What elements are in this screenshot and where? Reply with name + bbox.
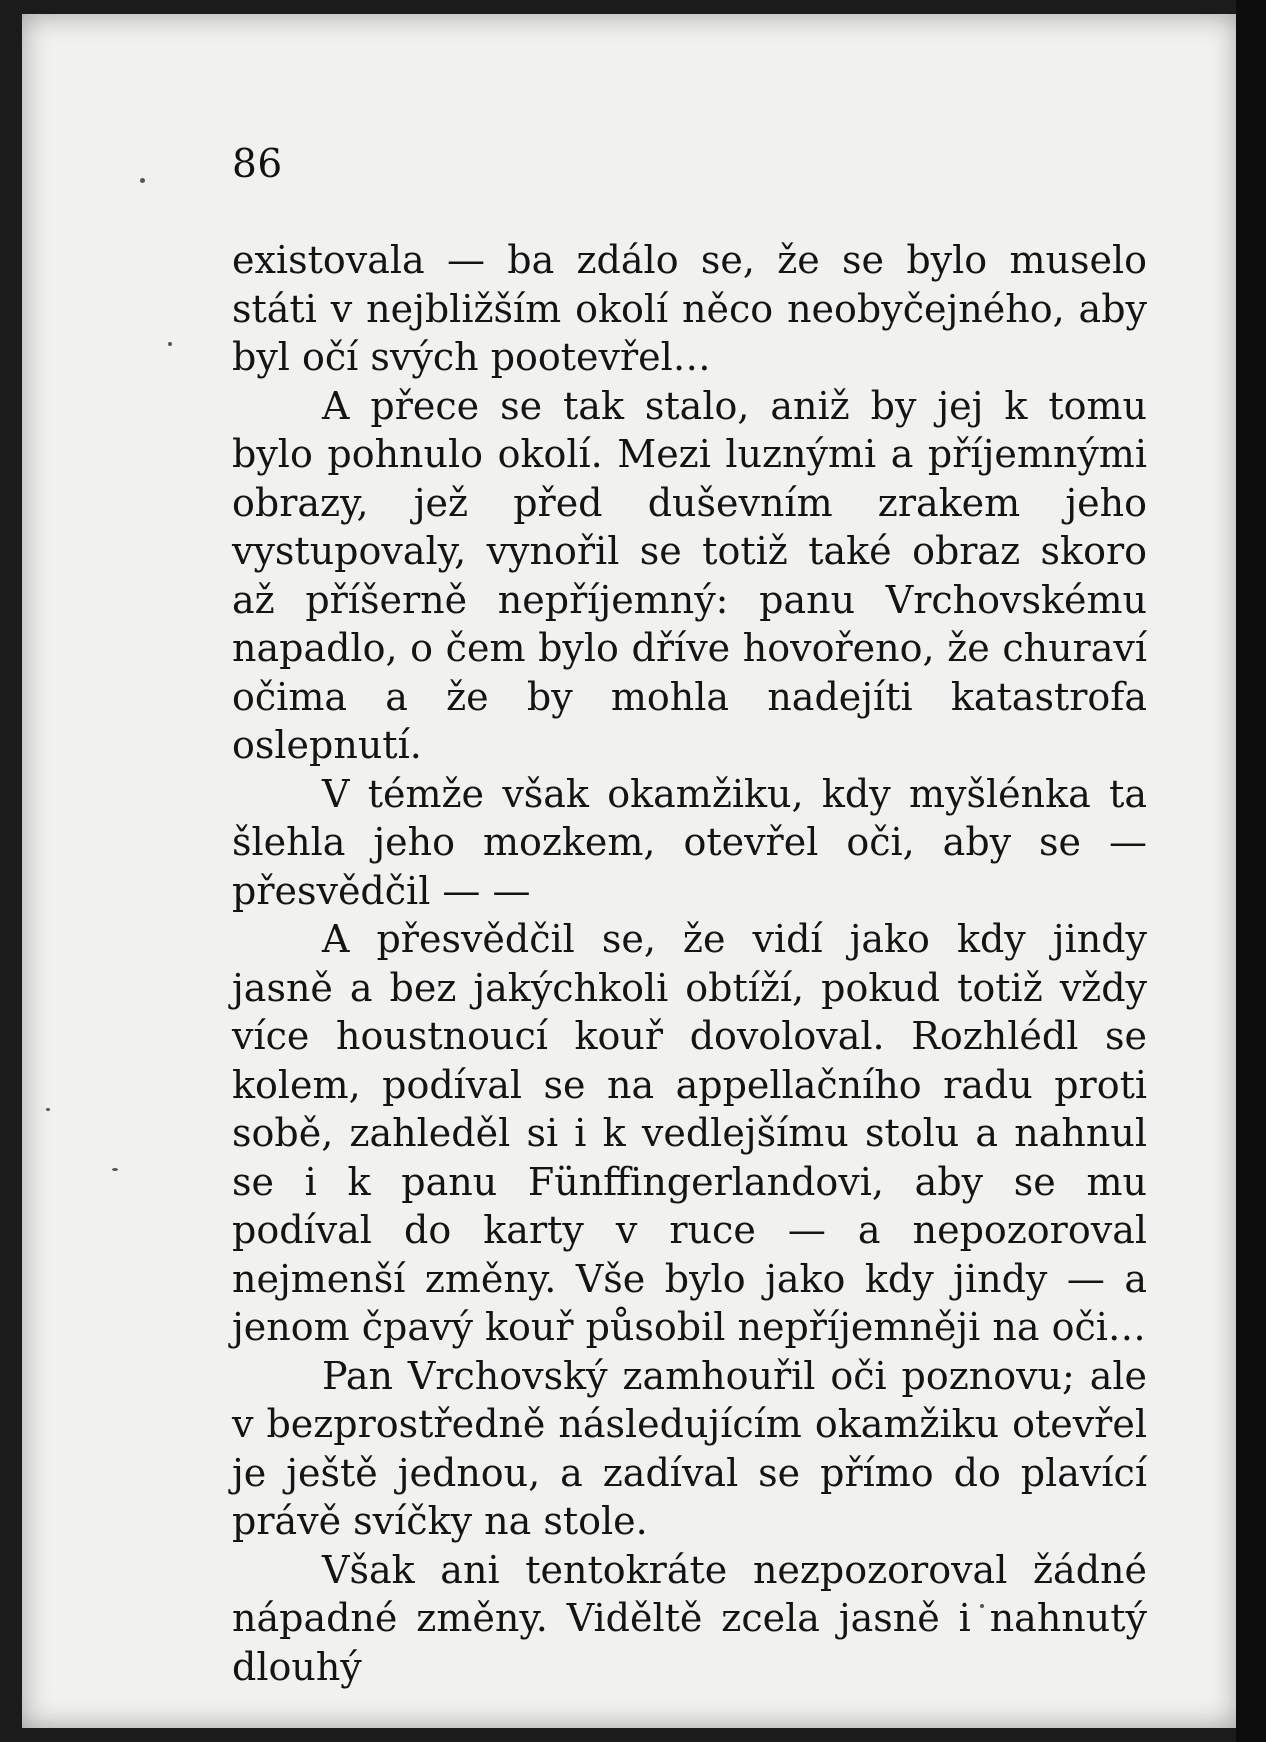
paragraph: Pan Vrchovský zamhouřil oči poznovu; ale v bezprostředně následujícím okamžiku otevřel je ještě jednou, a zadíval se přímo do plavící právě svíčky na stole. bbox=[232, 1353, 1147, 1543]
page-edge-shadow bbox=[1236, 0, 1266, 1742]
print-speck bbox=[140, 178, 145, 183]
print-speck bbox=[112, 1168, 118, 1171]
paragraph: existovala — ba zdálo se, že se bylo muselo státi v nejbližším okolí něco neobyčejného, aby byl očí svých pootevřel… bbox=[232, 238, 1147, 379]
print-speck bbox=[168, 342, 172, 346]
paragraph: A přece se tak stalo, aniž by jej k tomu bylo pohnulo okolí. Mezi luznými a příjemnými obrazy, jež před duševním zrakem jeho vystupovaly, vynořil se totiž také obraz skoro až příšerně nepříjemný: panu Vrchovskému napadlo, o čem bylo dříve hovořeno, že churaví očima a že by mohla nadejíti katastrofa oslepnutí. bbox=[232, 383, 1147, 767]
paragraph: V témže však okamžiku, kdy myšlénka ta šlehla jeho mozkem, otevřel oči, aby se — přesvědčil — — bbox=[232, 771, 1147, 913]
body-text bbox=[232, 236, 1147, 1691]
paragraph: Však ani tentokráte nezpozoroval žádné nápadné změny. Viděltě zcela jasně i nahnutý dlouhý bbox=[232, 1547, 1147, 1689]
paragraph: A přesvědčil se, že vidí jako kdy jindy jasně a bez jakýchkoli obtíží, pokud totiž vždy více houstnoucí kouř dovoloval. Rozhlédl se kolem, podíval se na appellačního radu proti sobě, zahleděl si i k vedlejšímu stolu a nahnul se i k panu Fünffingerlandovi, aby se mu podíval do karty v ruce — a nepozoroval nejmenší změny. Vše bylo jako kdy jindy — a jenom čpavý kouř působil nepříjemněji na oči… bbox=[232, 917, 1147, 1349]
page-number: 86 bbox=[232, 142, 283, 187]
print-speck bbox=[46, 1108, 50, 1111]
